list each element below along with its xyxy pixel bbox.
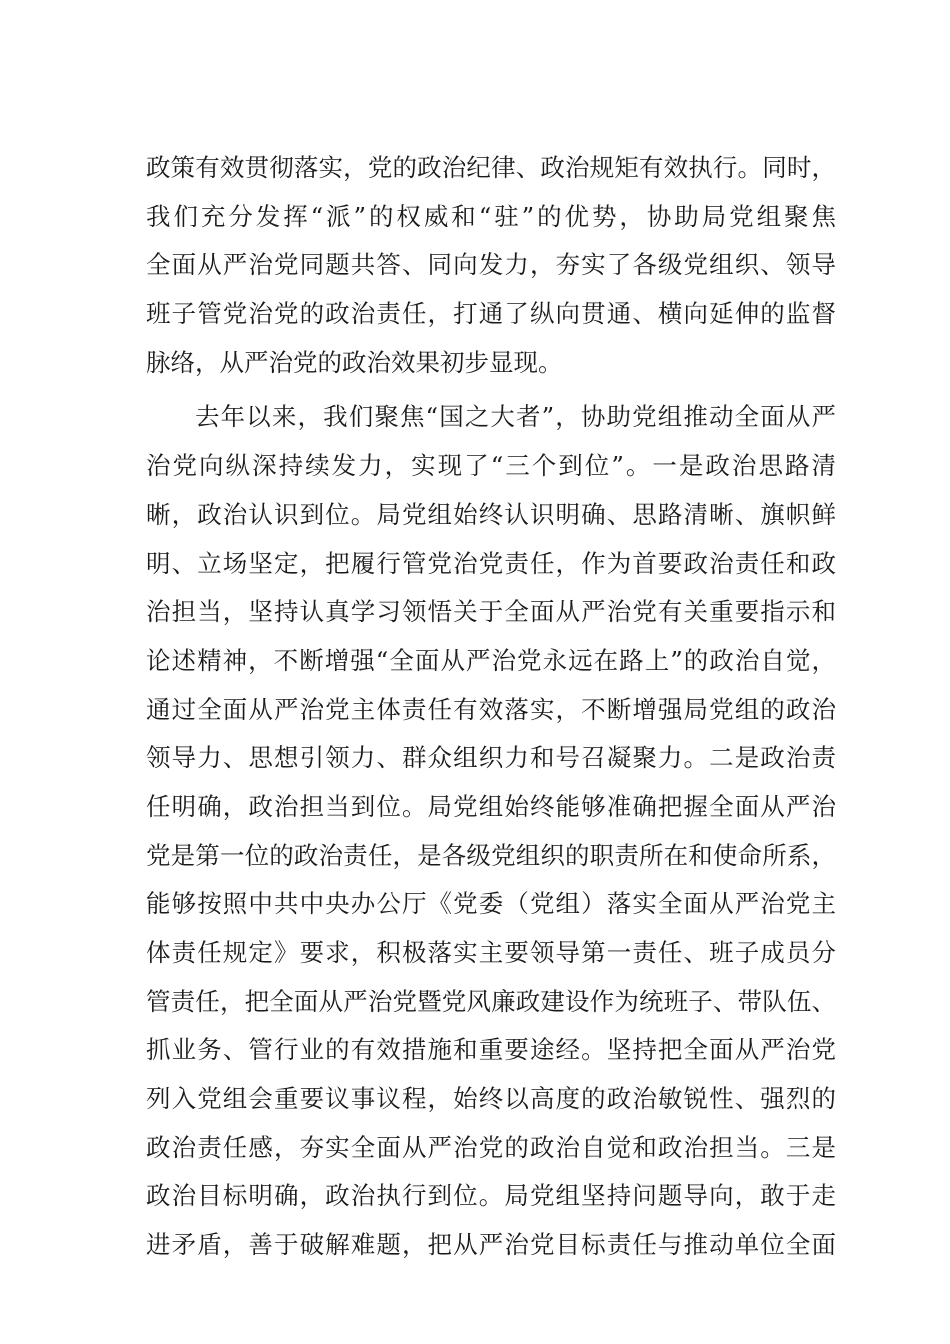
paragraph-line: 抓业务、管行业的有效措施和重要途经。坚持把全面从严治党 [146,1035,836,1065]
document-body [146,144,836,1270]
paragraph-line: 班子管党治党的政治责任，打通了纵向贯通、横向延伸的监督 [146,299,836,329]
paragraph-line: 论述精神，不断增强“全面从严治党永远在路上”的政治自觉， [146,645,836,675]
paragraph-line: 政策有效贯彻落实，党的政治纪律、政治规矩有效执行。同时， [146,153,836,182]
paragraph-line: 能够按照中共中央办公厅《党委（党组）落实全面从严治党主 [146,889,836,919]
paragraph-1 [146,144,836,387]
paragraph-line: 明、立场坚定，把履行管党治党责任，作为首要政治责任和政 [146,548,836,578]
paragraph-line: 通过全面从严治党主体责任有效落实，不断增强局党组的政治 [146,694,836,724]
paragraph-line: 治党向纵深持续发力，实现了“三个到位”。一是政治思路清 [146,451,836,481]
paragraph-line: 去年以来，我们聚焦“国之大者”，协助党组推动全面从严 [195,402,836,432]
paragraph-line: 列入党组会重要议事议程，始终以高度的政治敏锐性、强烈的 [146,1084,836,1114]
paragraph-line: 进矛盾，善于破解难题，把从严治党目标责任与推动单位全面 [146,1230,836,1260]
paragraph-line: 任明确，政治担当到位。局党组始终能够准确把握全面从严治 [146,791,836,821]
paragraph-line: 全面从严治党同题共答、同向发力，夯实了各级党组织、领导 [146,250,836,280]
paragraph-line: 政治目标明确，政治执行到位。局党组坚持问题导向，敢于走 [146,1181,836,1211]
paragraph-line: 脉络，从严治党的政治效果初步显现。 [146,347,563,377]
paragraph-line: 政治责任感，夯实全面从严治党的政治自觉和政治担当。三是 [146,1132,836,1162]
paragraph-line: 治担当，坚持认真学习领悟关于全面从严治党有关重要指示和 [146,597,836,627]
paragraph-line: 管责任，把全面从严治党暨党风廉政建设作为统班子、带队伍、 [146,986,836,1016]
paragraph-line: 体责任规定》要求，积极落实主要领导第一责任、班子成员分 [146,938,836,967]
paragraph-line: 我们充分发挥“派”的权威和“驻”的优势，协助局党组聚焦 [146,201,836,231]
paragraph-2 [146,393,836,1269]
paragraph-line: 晰，政治认识到位。局党组始终认识明确、思路清晰、旗帜鲜 [146,499,836,529]
paragraph-line: 领导力、思想引领力、群众组织力和号召凝聚力。二是政治责 [146,743,836,773]
paragraph-line: 党是第一位的政治责任，是各级党组织的职责所在和使命所系， [146,840,836,870]
